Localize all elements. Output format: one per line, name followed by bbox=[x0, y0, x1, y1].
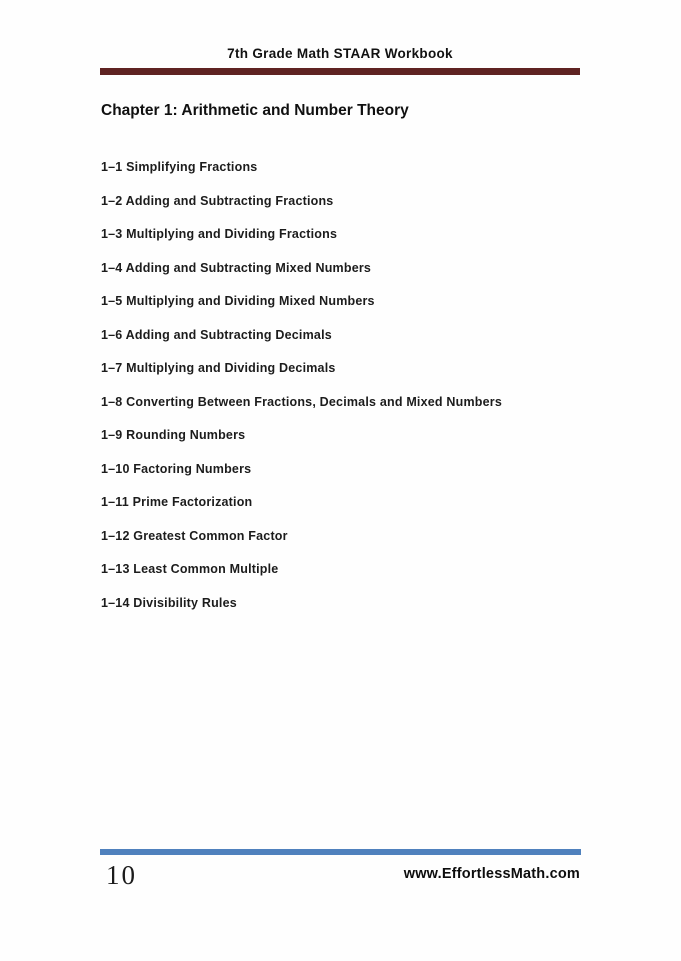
lesson-item: 1–9 Rounding Numbers bbox=[101, 428, 246, 442]
page-number: 10 bbox=[106, 860, 137, 890]
page-header-title: 7th Grade Math STAAR Workbook bbox=[227, 46, 453, 61]
lesson-item: 1–11 Prime Factorization bbox=[101, 495, 253, 509]
lesson-item: 1–13 Least Common Multiple bbox=[101, 562, 279, 576]
website-text: www.EffortlessMath.com bbox=[403, 866, 580, 882]
lesson-item: 1–1 Simplifying Fractions bbox=[101, 160, 258, 174]
lesson-list bbox=[101, 161, 581, 630]
lesson-item: 1–6 Adding and Subtracting Decimals bbox=[101, 327, 332, 342]
lesson-item: 1–14 Divisibility Rules bbox=[101, 595, 237, 610]
chapter-title: Chapter 1: Arithmetic and Number Theory bbox=[101, 102, 409, 119]
header-rule bbox=[100, 68, 580, 75]
lesson-item: 1–5 Multiplying and Dividing Mixed Numbers bbox=[101, 294, 375, 308]
lesson-item: 1–2 Adding and Subtracting Fractions bbox=[101, 193, 334, 208]
footer-rule bbox=[100, 849, 581, 855]
lesson-item: 1–7 Multiplying and Dividing Decimals bbox=[101, 361, 336, 375]
lesson-item: 1–3 Multiplying and Dividing Fractions bbox=[101, 227, 338, 241]
lesson-item: 1–4 Adding and Subtracting Mixed Numbers bbox=[101, 260, 372, 275]
lesson-item: 1–8 Converting Between Fractions, Decimals and Mixed Numbers bbox=[101, 394, 503, 409]
lesson-item: 1–10 Factoring Numbers bbox=[101, 461, 252, 476]
lesson-item: 1–12 Greatest Common Factor bbox=[101, 528, 288, 543]
